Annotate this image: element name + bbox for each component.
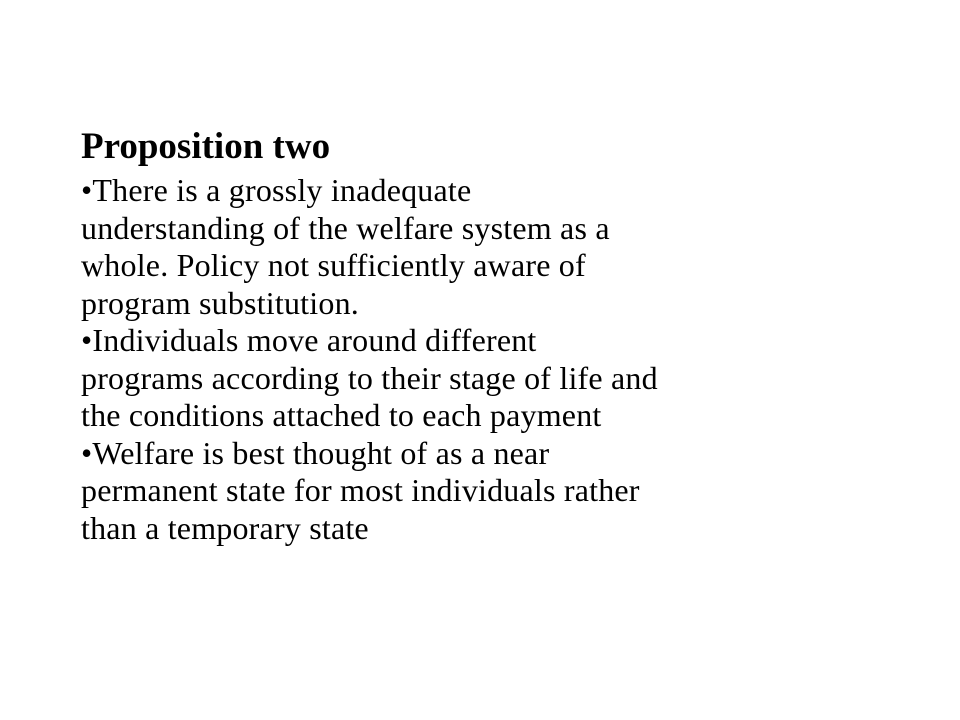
bullet-line: the conditions attached to each payment — [81, 397, 602, 433]
bullet-marker: • — [81, 322, 93, 358]
bullet-text: Individuals move around different — [92, 322, 537, 358]
bullet-line: understanding of the welfare system as a — [81, 209, 610, 246]
bullet-line: program substitution. — [81, 284, 359, 321]
bullet-line — [81, 172, 881, 210]
bullet-item — [81, 435, 881, 548]
bullet-line: whole. Policy not sufficiently aware of — [81, 247, 586, 283]
bullet-item — [81, 322, 881, 435]
slide-title: Proposition two — [81, 126, 331, 167]
bullet-line: permanent state for most individuals rather — [81, 472, 640, 508]
bullet-text: Welfare is best thought of as a near — [92, 434, 550, 471]
slide-content — [81, 122, 881, 547]
bullet-marker: • — [81, 434, 93, 471]
bullet-line: than a temporary state — [81, 509, 369, 546]
bullet-item — [81, 172, 881, 322]
bullet-line — [81, 435, 881, 473]
bullet-line: programs according to their stage of life and — [81, 359, 658, 396]
bullet-marker: • — [81, 172, 93, 208]
bullet-text: There is a grossly inadequate — [92, 172, 472, 208]
bullet-line — [81, 322, 881, 360]
